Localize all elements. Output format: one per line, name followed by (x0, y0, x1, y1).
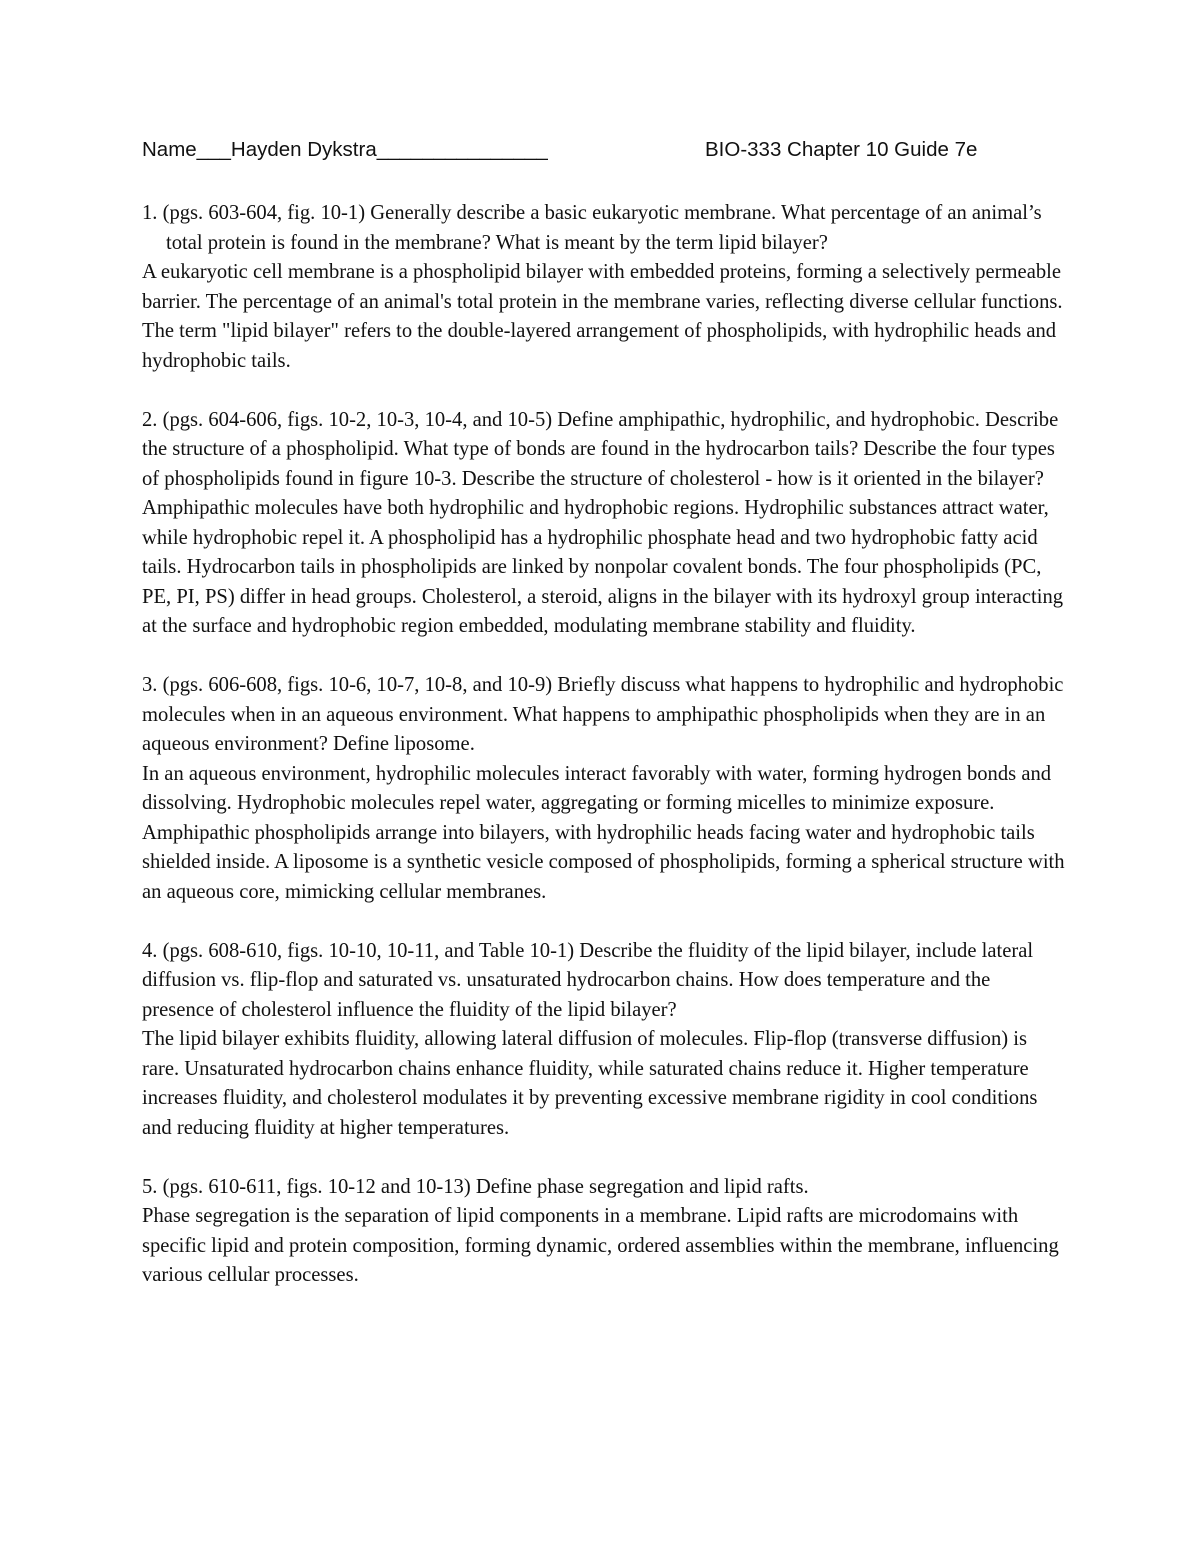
question-2: 2. (pgs. 604-606, figs. 10-2, 10-3, 10-4, and 10-5) Define amphipathic, hydrophilic, and hydrophobic. Describe the structure of a phospholipid. What type of bonds are found in the hydrocarbon tails? Describe the four types of phospholipids found in figure 10-3. Describe the structure of cholesterol - how is it oriented in the bilayer? (142, 408, 1059, 490)
answer-5: Phase segregation is the separation of lipid components in a membrane. Lipid rafts are microdomains with specific lipid and protein composition, forming dynamic, ordered assemblies within the membrane, influencing various cellular processes. (142, 1205, 1059, 1286)
question-4: 4. (pgs. 608-610, figs. 10-10, 10-11, and Table 10-1) Describe the fluidity of the lipid bilayer, include lateral diffusion vs. flip-flop and saturated vs. unsaturated hydrocarbon chains. How does temperature and the presence of cholesterol influence the fluidity of the lipid bilayer? (142, 939, 1034, 1021)
guide-item-2 (142, 406, 1067, 642)
answer-2: Amphipathic molecules have both hydrophilic and hydrophobic regions. Hydrophilic substances attract water, while hydrophobic repel it. A phospholipid has a hydrophilic phosphate head and two hydrophobic fatty acid tails. Hydrocarbon tails in phospholipids are linked by nonpolar covalent bonds. The four phospholipids (PC, PE, PI, PS) differ in head groups. Cholesterol, a steroid, aligns in the bilayer with its hydroxyl group interacting at the surface and hydrophobic region embedded, modulating membrane stability and fluidity. (142, 497, 1064, 637)
question-3: 3. (pgs. 606-608, figs. 10-6, 10-7, 10-8, and 10-9) Briefly discuss what happens to hydrophilic and hydrophobic molecules when in an aqueous environment. What happens to amphipathic phospholipids when they are in an aqueous environment? Define liposome. (142, 674, 1064, 755)
answer-3: In an aqueous environment, hydrophilic molecules interact favorably with water, forming hydrogen bonds and dissolving. Hydrophobic molecules repel water, aggregating or forming micelles to minimize exposure. Amphipathic phospholipids arrange into bilayers, with hydrophilic heads facing water and hydrophobic tails shielded inside. A liposome is a synthetic vesicle composed of phospholipids, forming a spherical structure with an aqueous core, mimicking cellular membranes. (142, 762, 1065, 903)
document-header (142, 138, 1042, 170)
guide-item-3 (142, 671, 1067, 907)
student-name-line: Name___Hayden Dykstra_______________ (142, 138, 548, 161)
guide-item-5 (142, 1173, 1067, 1291)
answer-4: The lipid bilayer exhibits fluidity, allowing lateral diffusion of molecules. Flip-flop (transverse diffusion) is rare. Unsaturated hydrocarbon chains enhance fluidity, while saturated chains reduce it. Higher temperature increases fluidity, and cholesterol modulates it by preventing excessive membrane rigidity in cool conditions and reducing fluidity at higher temperatures. (142, 1028, 1038, 1139)
guide-item-1 (142, 199, 1067, 376)
question-5: 5. (pgs. 610-611, figs. 10-12 and 10-13) Define phase segregation and lipid rafts. (142, 1175, 809, 1198)
question-1: 1. (pgs. 603-604, fig. 10-1) Generally describe a basic eukaryotic membrane. What percentage of an animal’s total protein is found in the membrane? What is meant by the term lipid bilayer? (142, 202, 1042, 254)
guide-item-4 (142, 937, 1067, 1144)
answer-1: A eukaryotic cell membrane is a phospholipid bilayer with embedded proteins, forming a selectively permeable barrier. The percentage of an animal's total protein in the membrane varies, reflecting diverse cellular functions. The term "lipid bilayer" refers to the double-layered arrangement of phospholipids, with hydrophilic heads and hydrophobic tails. (142, 261, 1063, 372)
course-title: BIO-333 Chapter 10 Guide 7e (705, 138, 978, 161)
study-guide-content (142, 199, 1067, 1320)
